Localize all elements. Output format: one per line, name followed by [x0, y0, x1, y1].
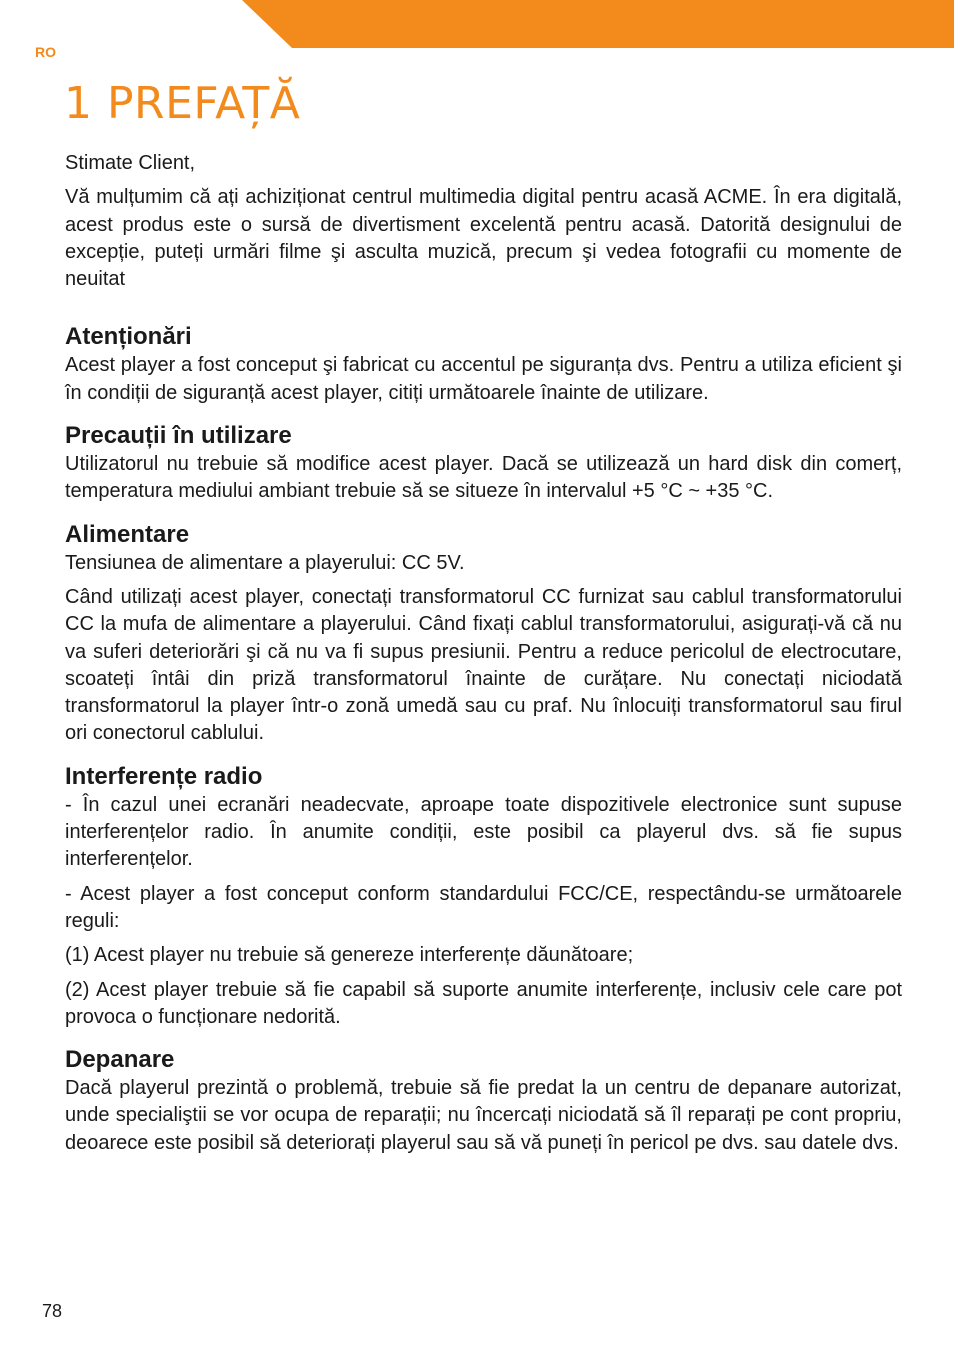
section-heading-repair: Depanare: [65, 1046, 175, 1074]
page-title: 1 PREFAȚĂ: [64, 78, 301, 129]
intro-paragraph: Vă mulțumim că ați achiziționat centrul multimedia digital pentru acasă ACME. În era digitală, acest produs este o sursă de divertisment excelentă pentru acasă. Datorită designului de excepție, puteți urmări filme şi asculta muzică, precum şi vedea fotografii cu momente de neuitat: [65, 186, 902, 291]
power-supply-paragraph: Când utilizați acest player, conectați transformatorul CC furnizat sau cablul transformatorului CC la mufa de alimentare a playerului. Când fixați cablul transformatorului, asigurați-vă că nu va suferi deteriorări şi că nu va fi supus presiunii. Pentru a reduce pericolul de electrocutare, scoateți întâi din priză transformatorul înainte de curățare. Nu conectați niciodată transformatorul la player într-o zonă umedă sau cu praf. Nu înlocuiți transformatorul sau firul ori conectorul cablului.: [65, 585, 902, 745]
radio-interference-paragraph-1: - În cazul unei ecranări neadecvate, aproape toate dispozitivele electronice sunt supuse interferențelor radio. În anumite condiții, este posibil ca playerul dvs. să fie supus interferențelor.: [65, 793, 902, 871]
page-number: 78: [42, 1301, 63, 1321]
radio-interference-rule-1: (1) Acest player nu trebuie să genereze interferențe dăunătoare;: [65, 944, 634, 967]
document-body: [65, 150, 902, 1164]
radio-interference-paragraph-2: - Acest player a fost conceput conform standardului FCC/CE, respectându-se următoarele reguli:: [65, 882, 902, 932]
section-heading-warnings: Atenționări: [65, 323, 192, 351]
usage-precautions-paragraph: Utilizatorul nu trebuie să modifice acest player. Dacă se utilizează un hard disk din comerț, temperatura mediului ambiant trebuie să se situeze în intervalul +5 °C ~ +35 °C.: [65, 453, 902, 503]
power-supply-voltage: Tensiunea de alimentare a playerului: CC 5V.: [65, 551, 465, 574]
section-heading-radio-interference: Interferențe radio: [65, 762, 263, 790]
language-tag: RO: [35, 44, 56, 60]
intro-greeting: Stimate Client,: [65, 152, 196, 174]
header-accent-band: [0, 0, 954, 48]
repair-paragraph: Dacă playerul prezintă o problemă, trebuie să fie predat la un centru de depanare autorizat, unde specialiştii se vor ocupa de reparații; nu încercați niciodată să îl reparați pe cont propriu, deoarece este posibil să deteriorați playerul sau să vă puneți în pericol pe dvs. sau datele dvs.: [65, 1077, 902, 1154]
section-heading-power-supply: Alimentare: [65, 520, 190, 548]
radio-interference-rule-2: (2) Acest player trebuie să fie capabil să suporte anumite interferențe, inclusiv cele care pot provoca o funcționare nedorită.: [65, 978, 902, 1028]
warnings-paragraph: Acest player a fost conceput şi fabricat cu accentul pe siguranța dvs. Pentru a utiliza eficient şi în condiții de siguranță acest player, citiți următoarele înainte de utilizare.: [65, 354, 902, 404]
section-heading-usage-precautions: Precauții în utilizare: [65, 422, 292, 450]
